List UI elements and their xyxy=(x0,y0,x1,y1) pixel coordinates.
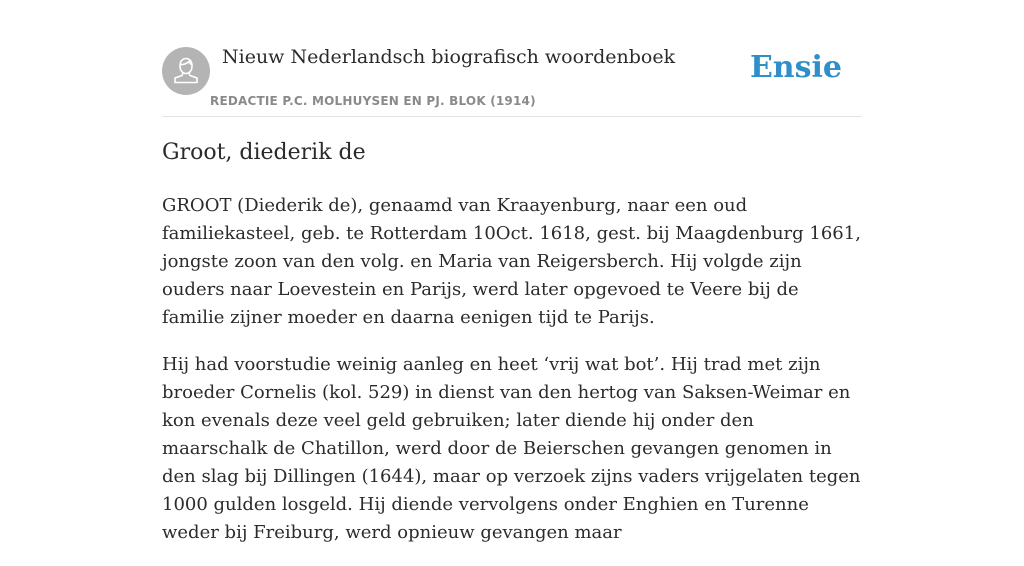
entry-body xyxy=(162,192,862,566)
body-paragraph: GROOT (Diederik de), genaamd van Kraayenburg, naar een oud familiekasteel, geb. te Rotterdam 10Oct. 1618, gest. bij Maagdenburg 1661, jongste zoon van den volg. en Maria van Reigersberch. Hij volgde zijn ouders naar Loevestein en Parijs, werd later opgevoed te Veere bij de familie zijner moeder en daarna eenigen tijd te Parijs. xyxy=(162,195,861,328)
entry-title: Groot, diederik de xyxy=(162,140,366,165)
body-paragraph: Hij had voorstudie weinig aanleg en heet ‘vrij wat bot’. Hij trad met zijn broeder Cornelis (kol. 529) in dienst van den hertog van Saksen-Weimar en kon evenals deze veel geld gebruiken; later diende hij onder den maarschalk de Chatillon, werd door de Beierschen gevangen genomen in den slag bij Dillingen (1644), maar op verzoek zijns vaders vrijgelaten tegen 1000 gulden losgeld. Hij diende vervolgens onder Enghien en Turenne weder bij Freiburg, werd opnieuw gevangen maar xyxy=(162,354,861,543)
header xyxy=(162,38,862,117)
editors-line: REDACTIE P.C. MOLHUYSEN EN PJ. BLOK (1914) xyxy=(210,94,536,108)
user-placeholder-icon xyxy=(162,47,210,95)
book-title[interactable]: Nieuw Nederlandsch biografisch woordenboek xyxy=(222,46,676,68)
brand-logo[interactable]: Ensie xyxy=(749,50,842,85)
author-avatar[interactable] xyxy=(162,47,210,95)
